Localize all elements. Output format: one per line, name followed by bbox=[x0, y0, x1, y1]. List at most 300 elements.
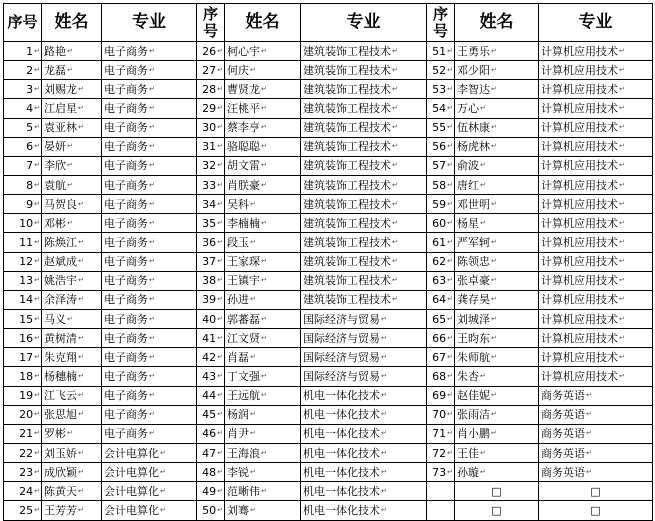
table-row bbox=[4, 271, 653, 290]
cell-name: 肖小鹏↵ bbox=[455, 424, 539, 443]
table-row bbox=[4, 367, 653, 386]
cell-major: 会计电算化↵ bbox=[102, 482, 197, 501]
paragraph-mark-icon: ↵ bbox=[381, 486, 387, 495]
cell-major: 建筑装饰工程技术↵ bbox=[301, 80, 427, 99]
paragraph-mark-icon: ↵ bbox=[491, 314, 497, 323]
cell-major: 机电一体化技术↵ bbox=[301, 386, 427, 405]
header-name-3: 姓名 bbox=[455, 4, 539, 42]
paragraph-mark-icon: ↵ bbox=[447, 142, 453, 151]
paragraph-mark-icon: ↵ bbox=[160, 486, 166, 495]
cell-major: 机电一体化技术↵ bbox=[301, 424, 427, 443]
paragraph-mark-icon: ↵ bbox=[78, 199, 84, 208]
cell-major: 计算机应用技术↵ bbox=[539, 175, 653, 194]
table-row bbox=[4, 443, 653, 462]
cell-seq: 57↵ bbox=[427, 156, 455, 175]
cell-name: 王远航↵ bbox=[225, 386, 301, 405]
empty-cell: □ bbox=[455, 482, 539, 501]
cell-major: 电子商务↵ bbox=[102, 61, 197, 80]
cell-major: 电子商务↵ bbox=[102, 137, 197, 156]
cell-name: 肖磊↵ bbox=[225, 348, 301, 367]
paragraph-mark-icon: ↵ bbox=[392, 46, 398, 55]
roster-body bbox=[4, 42, 653, 521]
paragraph-mark-icon: ↵ bbox=[149, 276, 155, 285]
cell-seq: 32↵ bbox=[197, 156, 225, 175]
cell-name: 吴科↵ bbox=[225, 195, 301, 214]
cell-major: 商务英语↵ bbox=[539, 463, 653, 482]
cell-major: 建筑装饰工程技术↵ bbox=[301, 137, 427, 156]
cell-major: 电子商务↵ bbox=[102, 252, 197, 271]
cell-major: 建筑装饰工程技术↵ bbox=[301, 99, 427, 118]
cell-name: 朱杏↵ bbox=[455, 367, 539, 386]
paragraph-mark-icon: ↵ bbox=[447, 257, 453, 266]
cell-name: 胡文雷↵ bbox=[225, 156, 301, 175]
paragraph-mark-icon: ↵ bbox=[447, 314, 453, 323]
paragraph-mark-icon: ↵ bbox=[447, 391, 453, 400]
paragraph-mark-icon: ↵ bbox=[392, 276, 398, 285]
paragraph-mark-icon: ↵ bbox=[447, 103, 453, 112]
paragraph-mark-icon: ↵ bbox=[261, 142, 267, 151]
cell-major: 会计电算化↵ bbox=[102, 501, 197, 520]
cell-seq: 41↵ bbox=[197, 329, 225, 348]
paragraph-mark-icon: ↵ bbox=[619, 352, 625, 361]
paragraph-mark-icon: ↵ bbox=[217, 103, 223, 112]
paragraph-mark-icon: ↵ bbox=[34, 123, 40, 132]
cell-name: 杨穗楠↵ bbox=[42, 367, 102, 386]
cell-major: 电子商务↵ bbox=[102, 99, 197, 118]
cell-name: 李智达↵ bbox=[455, 80, 539, 99]
paragraph-mark-icon: ↵ bbox=[381, 410, 387, 419]
table-row bbox=[4, 195, 653, 214]
cell-major: 计算机应用技术↵ bbox=[539, 309, 653, 328]
paragraph-mark-icon: ↵ bbox=[392, 180, 398, 189]
paragraph-mark-icon: ↵ bbox=[217, 429, 223, 438]
cell-major: 电子商务↵ bbox=[102, 175, 197, 194]
cell-major: 机电一体化技术↵ bbox=[301, 482, 427, 501]
cell-name: 丁文强↵ bbox=[225, 367, 301, 386]
cell-seq: 9↵ bbox=[4, 195, 42, 214]
cell-major: 机电一体化技术↵ bbox=[301, 463, 427, 482]
paragraph-mark-icon: ↵ bbox=[381, 391, 387, 400]
cell-seq: 14↵ bbox=[4, 290, 42, 309]
paragraph-mark-icon: ↵ bbox=[149, 123, 155, 132]
paragraph-mark-icon: ↵ bbox=[619, 218, 625, 227]
paragraph-mark-icon: ↵ bbox=[261, 276, 267, 285]
paragraph-mark-icon: ↵ bbox=[491, 276, 497, 285]
paragraph-mark-icon: ↵ bbox=[250, 65, 256, 74]
header-major-1: 专业 bbox=[102, 4, 197, 42]
paragraph-mark-icon: ↵ bbox=[586, 467, 592, 476]
cell-major: 计算机应用技术↵ bbox=[539, 233, 653, 252]
paragraph-mark-icon: ↵ bbox=[34, 295, 40, 304]
paragraph-mark-icon: ↵ bbox=[217, 371, 223, 380]
paragraph-mark-icon: ↵ bbox=[34, 180, 40, 189]
cell-seq: 63↵ bbox=[427, 271, 455, 290]
paragraph-mark-icon: ↵ bbox=[149, 257, 155, 266]
table-row bbox=[4, 482, 653, 501]
cell-seq: 60↵ bbox=[427, 214, 455, 233]
cell-seq: 64↵ bbox=[427, 290, 455, 309]
cell-major: 商务英语↵ bbox=[539, 405, 653, 424]
cell-name: 张思旭↵ bbox=[42, 405, 102, 424]
paragraph-mark-icon: ↵ bbox=[619, 276, 625, 285]
paragraph-mark-icon: ↵ bbox=[447, 276, 453, 285]
cell-major: 计算机应用技术↵ bbox=[539, 137, 653, 156]
cell-seq: 58↵ bbox=[427, 175, 455, 194]
paragraph-mark-icon: ↵ bbox=[149, 84, 155, 93]
paragraph-mark-icon: ↵ bbox=[149, 65, 155, 74]
paragraph-mark-icon: ↵ bbox=[78, 257, 84, 266]
cell-name: 邓世明↵ bbox=[455, 195, 539, 214]
cell-seq: 59↵ bbox=[427, 195, 455, 214]
cell-major: 电子商务↵ bbox=[102, 329, 197, 348]
paragraph-mark-icon: ↵ bbox=[586, 391, 592, 400]
paragraph-mark-icon: ↵ bbox=[261, 180, 267, 189]
paragraph-mark-icon: ↵ bbox=[586, 429, 592, 438]
paragraph-mark-icon: ↵ bbox=[217, 123, 223, 132]
table-row bbox=[4, 329, 653, 348]
paragraph-mark-icon: ↵ bbox=[392, 123, 398, 132]
paragraph-mark-icon: ↵ bbox=[381, 333, 387, 342]
paragraph-mark-icon: ↵ bbox=[217, 448, 223, 457]
cell-name: 俞波↵ bbox=[455, 156, 539, 175]
paragraph-mark-icon: ↵ bbox=[67, 46, 73, 55]
paragraph-mark-icon: ↵ bbox=[381, 505, 387, 514]
cell-name: 肖朕豪↵ bbox=[225, 175, 301, 194]
paragraph-mark-icon: ↵ bbox=[217, 486, 223, 495]
cell-major: 电子商务↵ bbox=[102, 386, 197, 405]
cell-seq: 15↵ bbox=[4, 309, 42, 328]
paragraph-mark-icon: ↵ bbox=[217, 505, 223, 514]
header-seq-3: 序号 bbox=[427, 4, 455, 42]
paragraph-mark-icon: ↵ bbox=[217, 65, 223, 74]
paragraph-mark-icon: ↵ bbox=[250, 410, 256, 419]
paragraph-mark-icon: ↵ bbox=[149, 180, 155, 189]
paragraph-mark-icon: ↵ bbox=[491, 237, 497, 246]
cell-name: 伍林康↵ bbox=[455, 118, 539, 137]
paragraph-mark-icon: ↵ bbox=[491, 65, 497, 74]
cell-major: 计算机应用技术↵ bbox=[539, 290, 653, 309]
cell-name: 江启星↵ bbox=[42, 99, 102, 118]
cell-major: 电子商务↵ bbox=[102, 42, 197, 61]
paragraph-mark-icon: ↵ bbox=[392, 84, 398, 93]
cell-seq: 71↵ bbox=[427, 424, 455, 443]
paragraph-mark-icon: ↵ bbox=[217, 237, 223, 246]
cell-name: 邓少阳↵ bbox=[455, 61, 539, 80]
cell-name: 王镇宇↵ bbox=[225, 271, 301, 290]
cell-seq: 27↵ bbox=[197, 61, 225, 80]
cell-name: 邓彬↵ bbox=[42, 214, 102, 233]
cell-name: 姚浩宇↵ bbox=[42, 271, 102, 290]
paragraph-mark-icon: ↵ bbox=[491, 199, 497, 208]
cell-name: 刘赐龙↵ bbox=[42, 80, 102, 99]
cell-major: 电子商务↵ bbox=[102, 233, 197, 252]
cell-name: 曹贤龙↵ bbox=[225, 80, 301, 99]
cell-name: 路艳↵ bbox=[42, 42, 102, 61]
cell-name: 晏妍↵ bbox=[42, 137, 102, 156]
paragraph-mark-icon: ↵ bbox=[78, 371, 84, 380]
paragraph-mark-icon: ↵ bbox=[217, 257, 223, 266]
paragraph-mark-icon: ↵ bbox=[34, 371, 40, 380]
cell-major: 建筑装饰工程技术↵ bbox=[301, 42, 427, 61]
cell-seq: 8↵ bbox=[4, 175, 42, 194]
cell-seq: 73↵ bbox=[427, 463, 455, 482]
cell-major: 商务英语↵ bbox=[539, 424, 653, 443]
paragraph-mark-icon: ↵ bbox=[619, 65, 625, 74]
cell-major: 计算机应用技术↵ bbox=[539, 252, 653, 271]
cell-name: 罗彬↵ bbox=[42, 424, 102, 443]
paragraph-mark-icon: ↵ bbox=[78, 391, 84, 400]
cell-seq: 11↵ bbox=[4, 233, 42, 252]
cell-seq: 12↵ bbox=[4, 252, 42, 271]
paragraph-mark-icon: ↵ bbox=[217, 314, 223, 323]
paragraph-mark-icon: ↵ bbox=[160, 505, 166, 514]
cell-major: 计算机应用技术↵ bbox=[539, 118, 653, 137]
cell-major: 建筑装饰工程技术↵ bbox=[301, 214, 427, 233]
paragraph-mark-icon: ↵ bbox=[67, 161, 73, 170]
cell-name: 龚存昊↵ bbox=[455, 290, 539, 309]
cell-seq: 20↵ bbox=[4, 405, 42, 424]
paragraph-mark-icon: ↵ bbox=[392, 237, 398, 246]
paragraph-mark-icon: ↵ bbox=[381, 352, 387, 361]
paragraph-mark-icon: ↵ bbox=[217, 84, 223, 93]
paragraph-mark-icon: ↵ bbox=[217, 295, 223, 304]
cell-seq: 62↵ bbox=[427, 252, 455, 271]
paragraph-mark-icon: ↵ bbox=[34, 467, 40, 476]
cell-seq: 1↵ bbox=[4, 42, 42, 61]
student-roster bbox=[3, 3, 653, 521]
paragraph-mark-icon: ↵ bbox=[34, 199, 40, 208]
cell-major: 会计电算化↵ bbox=[102, 463, 197, 482]
table-row bbox=[4, 348, 653, 367]
paragraph-mark-icon: ↵ bbox=[78, 448, 84, 457]
paragraph-mark-icon: ↵ bbox=[34, 142, 40, 151]
paragraph-mark-icon: ↵ bbox=[67, 142, 73, 151]
paragraph-mark-icon: ↵ bbox=[491, 391, 497, 400]
cell-major: 国际经济与贸易↵ bbox=[301, 367, 427, 386]
paragraph-mark-icon: ↵ bbox=[149, 371, 155, 380]
paragraph-mark-icon: ↵ bbox=[586, 410, 592, 419]
paragraph-mark-icon: ↵ bbox=[149, 391, 155, 400]
cell-name: 朱师航↵ bbox=[455, 348, 539, 367]
paragraph-mark-icon: ↵ bbox=[619, 371, 625, 380]
paragraph-mark-icon: ↵ bbox=[78, 333, 84, 342]
paragraph-mark-icon: ↵ bbox=[619, 180, 625, 189]
paragraph-mark-icon: ↵ bbox=[619, 257, 625, 266]
cell-major: 建筑装饰工程技术↵ bbox=[301, 61, 427, 80]
table-row bbox=[4, 156, 653, 175]
table-row bbox=[4, 42, 653, 61]
paragraph-mark-icon: ↵ bbox=[250, 467, 256, 476]
paragraph-mark-icon: ↵ bbox=[619, 161, 625, 170]
cell-major: 计算机应用技术↵ bbox=[539, 348, 653, 367]
paragraph-mark-icon: ↵ bbox=[217, 180, 223, 189]
paragraph-mark-icon: ↵ bbox=[34, 276, 40, 285]
paragraph-mark-icon: ↵ bbox=[67, 180, 73, 189]
paragraph-mark-icon: ↵ bbox=[491, 257, 497, 266]
cell-name: 唐红↵ bbox=[455, 175, 539, 194]
paragraph-mark-icon: ↵ bbox=[480, 180, 486, 189]
paragraph-mark-icon: ↵ bbox=[447, 161, 453, 170]
cell-name: 蔡李亨↵ bbox=[225, 118, 301, 137]
cell-major: 建筑装饰工程技术↵ bbox=[301, 195, 427, 214]
paragraph-mark-icon: ↵ bbox=[261, 486, 267, 495]
paragraph-mark-icon: ↵ bbox=[78, 352, 84, 361]
cell-seq: 31↵ bbox=[197, 137, 225, 156]
cell-seq: 19↵ bbox=[4, 386, 42, 405]
cell-name: 孙璇↵ bbox=[455, 463, 539, 482]
paragraph-mark-icon: ↵ bbox=[149, 314, 155, 323]
paragraph-mark-icon: ↵ bbox=[586, 448, 592, 457]
paragraph-mark-icon: ↵ bbox=[392, 199, 398, 208]
paragraph-mark-icon: ↵ bbox=[619, 46, 625, 55]
cell-major: 电子商务↵ bbox=[102, 405, 197, 424]
cell-name: 刘城泽↵ bbox=[455, 309, 539, 328]
cell-name: 肖尹↵ bbox=[225, 424, 301, 443]
cell-name: 赵斌成↵ bbox=[42, 252, 102, 271]
paragraph-mark-icon: ↵ bbox=[447, 295, 453, 304]
paragraph-mark-icon: ↵ bbox=[250, 295, 256, 304]
empty-cell: □ bbox=[455, 501, 539, 520]
paragraph-mark-icon: ↵ bbox=[261, 333, 267, 342]
paragraph-mark-icon: ↵ bbox=[447, 467, 453, 476]
cell-major: 机电一体化技术↵ bbox=[301, 443, 427, 462]
cell-major: 建筑装饰工程技术↵ bbox=[301, 233, 427, 252]
paragraph-mark-icon: ↵ bbox=[67, 314, 73, 323]
cell-seq: 4↵ bbox=[4, 99, 42, 118]
cell-major: 商务英语↵ bbox=[539, 443, 653, 462]
cell-seq: 28↵ bbox=[197, 80, 225, 99]
cell-seq: 70↵ bbox=[427, 405, 455, 424]
cell-major: 电子商务↵ bbox=[102, 367, 197, 386]
cell-name: 杨星↵ bbox=[455, 214, 539, 233]
paragraph-mark-icon: ↵ bbox=[480, 103, 486, 112]
cell-seq: 47↵ bbox=[197, 443, 225, 462]
cell-name: 王家琛↵ bbox=[225, 252, 301, 271]
paragraph-mark-icon: ↵ bbox=[619, 84, 625, 93]
cell-seq: 35↵ bbox=[197, 214, 225, 233]
cell-name: 骆聪聪↵ bbox=[225, 137, 301, 156]
cell-name: 杨润↵ bbox=[225, 405, 301, 424]
cell-seq: 72↵ bbox=[427, 443, 455, 462]
cell-seq: 67↵ bbox=[427, 348, 455, 367]
cell-name: 郭蕃磊↵ bbox=[225, 309, 301, 328]
paragraph-mark-icon: ↵ bbox=[34, 257, 40, 266]
cell-name: 朱克翔↵ bbox=[42, 348, 102, 367]
paragraph-mark-icon: ↵ bbox=[160, 448, 166, 457]
paragraph-mark-icon: ↵ bbox=[34, 161, 40, 170]
cell-seq: 10↵ bbox=[4, 214, 42, 233]
paragraph-mark-icon: ↵ bbox=[480, 371, 486, 380]
paragraph-mark-icon: ↵ bbox=[619, 123, 625, 132]
paragraph-mark-icon: ↵ bbox=[447, 65, 453, 74]
cell-major: 机电一体化技术↵ bbox=[301, 501, 427, 520]
cell-name: 王佳↵ bbox=[455, 443, 539, 462]
cell-seq: 2↵ bbox=[4, 61, 42, 80]
paragraph-mark-icon: ↵ bbox=[67, 429, 73, 438]
paragraph-mark-icon: ↵ bbox=[261, 123, 267, 132]
cell-major: 会计电算化↵ bbox=[102, 443, 197, 462]
cell-name: 马义↵ bbox=[42, 309, 102, 328]
paragraph-mark-icon: ↵ bbox=[78, 237, 84, 246]
cell-name: 段玉↵ bbox=[225, 233, 301, 252]
table-row bbox=[4, 137, 653, 156]
paragraph-mark-icon: ↵ bbox=[392, 218, 398, 227]
cell-seq: 26↵ bbox=[197, 42, 225, 61]
cell-name: 成欣颖↵ bbox=[42, 463, 102, 482]
paragraph-mark-icon: ↵ bbox=[491, 84, 497, 93]
cell-seq: 55↵ bbox=[427, 118, 455, 137]
paragraph-mark-icon: ↵ bbox=[447, 352, 453, 361]
table-row bbox=[4, 309, 653, 328]
paragraph-mark-icon: ↵ bbox=[34, 505, 40, 514]
table-row bbox=[4, 424, 653, 443]
paragraph-mark-icon: ↵ bbox=[261, 371, 267, 380]
paragraph-mark-icon: ↵ bbox=[34, 84, 40, 93]
cell-major: 国际经济与贸易↵ bbox=[301, 309, 427, 328]
cell-major: 电子商务↵ bbox=[102, 214, 197, 233]
paragraph-mark-icon: ↵ bbox=[261, 103, 267, 112]
paragraph-mark-icon: ↵ bbox=[78, 103, 84, 112]
cell-name: 王昀东↵ bbox=[455, 329, 539, 348]
paragraph-mark-icon: ↵ bbox=[261, 314, 267, 323]
cell-major: 电子商务↵ bbox=[102, 348, 197, 367]
paragraph-mark-icon: ↵ bbox=[447, 218, 453, 227]
paragraph-mark-icon: ↵ bbox=[250, 237, 256, 246]
cell-name: 王勇乐↵ bbox=[455, 42, 539, 61]
paragraph-mark-icon: ↵ bbox=[619, 237, 625, 246]
cell-seq: 30↵ bbox=[197, 118, 225, 137]
cell-seq: 33↵ bbox=[197, 175, 225, 194]
cell-seq: 51↵ bbox=[427, 42, 455, 61]
paragraph-mark-icon: ↵ bbox=[480, 467, 486, 476]
cell-name: 汪桃平↵ bbox=[225, 99, 301, 118]
empty-cell: □ bbox=[539, 482, 653, 501]
paragraph-mark-icon: ↵ bbox=[250, 199, 256, 208]
cell-major: 电子商务↵ bbox=[102, 156, 197, 175]
empty-cell bbox=[427, 482, 455, 501]
cell-seq: 53↵ bbox=[427, 80, 455, 99]
cell-major: 建筑装饰工程技术↵ bbox=[301, 156, 427, 175]
paragraph-mark-icon: ↵ bbox=[619, 333, 625, 342]
cell-major: 建筑装饰工程技术↵ bbox=[301, 271, 427, 290]
paragraph-mark-icon: ↵ bbox=[217, 391, 223, 400]
paragraph-mark-icon: ↵ bbox=[381, 467, 387, 476]
cell-seq: 37↵ bbox=[197, 252, 225, 271]
table-row bbox=[4, 290, 653, 309]
cell-name: 江文贤↵ bbox=[225, 329, 301, 348]
paragraph-mark-icon: ↵ bbox=[491, 429, 497, 438]
paragraph-mark-icon: ↵ bbox=[447, 237, 453, 246]
paragraph-mark-icon: ↵ bbox=[619, 103, 625, 112]
cell-major: 建筑装饰工程技术↵ bbox=[301, 118, 427, 137]
cell-seq: 61↵ bbox=[427, 233, 455, 252]
paragraph-mark-icon: ↵ bbox=[67, 65, 73, 74]
paragraph-mark-icon: ↵ bbox=[78, 467, 84, 476]
cell-seq: 42↵ bbox=[197, 348, 225, 367]
table-row bbox=[4, 214, 653, 233]
table-row bbox=[4, 463, 653, 482]
cell-seq: 13↵ bbox=[4, 271, 42, 290]
cell-seq: 25↵ bbox=[4, 501, 42, 520]
paragraph-mark-icon: ↵ bbox=[381, 314, 387, 323]
paragraph-mark-icon: ↵ bbox=[149, 333, 155, 342]
cell-major: 电子商务↵ bbox=[102, 118, 197, 137]
paragraph-mark-icon: ↵ bbox=[261, 161, 267, 170]
cell-name: 陈焕江↵ bbox=[42, 233, 102, 252]
paragraph-mark-icon: ↵ bbox=[261, 84, 267, 93]
cell-major: 商务英语↵ bbox=[539, 386, 653, 405]
cell-name: 陈领忠↵ bbox=[455, 252, 539, 271]
